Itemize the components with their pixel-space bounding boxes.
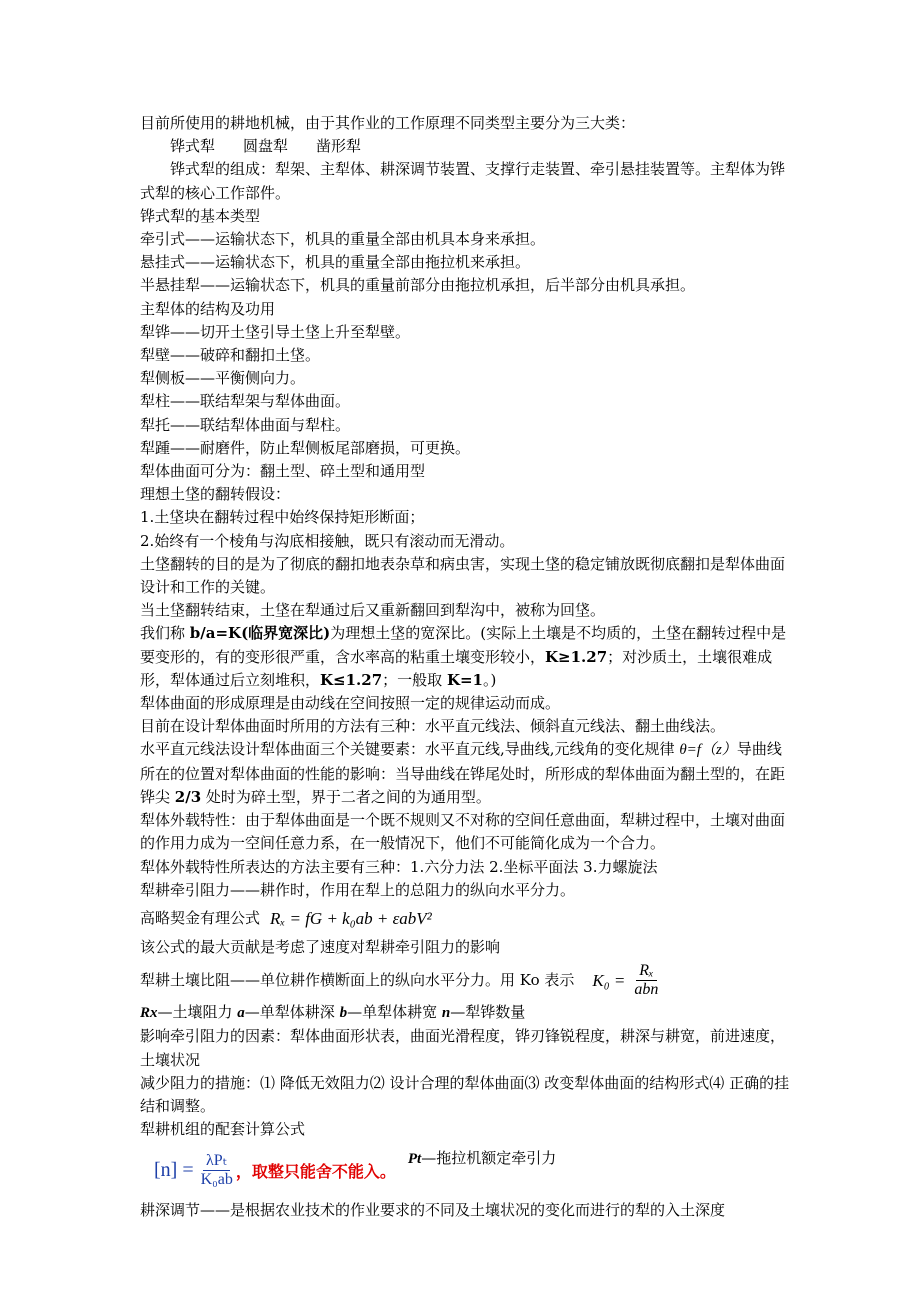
paragraph: 犁耕牵引阻力——耕作时，作用在犁上的总阻力的纵向水平分力。 (140, 880, 576, 899)
symbol: b (339, 1005, 348, 1022)
paragraph: 悬挂式——运输状态下，机具的重量全部由拖拉机来承担。 (140, 253, 531, 272)
formula-text: θ=f（z） (679, 742, 737, 759)
resistance-formula: Rₓ = fG + k₀ab + εabV² (270, 909, 432, 929)
text: 高略契金有理公式 (140, 909, 261, 928)
symbol: Pt (407, 1151, 422, 1168)
formula-lhs: K₀ = (592, 970, 626, 990)
paragraph: 犁体外载特性：由于犁体曲面是一个既不规则又不对称的空间任意曲面，犁耕过程中，土壤对曲面的作用力成为一空间任意力系，在一般情况下，他们不可能简化成为一个合力。 (140, 811, 786, 853)
fraction-numerator: Rₓ (636, 962, 656, 981)
paragraph: 牵引式——运输状态下，机具的重量全部由机具本身来承担。 (140, 230, 546, 249)
plow-type: 凿形犁 (316, 137, 362, 156)
paragraph (140, 622, 790, 692)
fraction-denominator: abn (634, 980, 659, 998)
paragraph: 当土垡翻转结束，土垡在犁通过后又重新翻回到犁沟中，被称为回垡。 (140, 601, 606, 620)
text: —土壤阻力 (157, 1003, 238, 1022)
paragraph: 铧式犁的组成：犁架、主犁体、耕深调节装置、支撑行走装置、牵引悬挂装置等。主犁体为铧式犁的核心工作部件。 (140, 160, 786, 202)
paragraph: 目前所使用的耕地机械，由于其作业的工作原理不同类型主要分为三大类： (140, 114, 636, 132)
paragraph: 半悬挂犁——运输状态下，机具的重量前部分由拖拉机承担，后半部分由机具承担。 (140, 276, 696, 295)
symbol: Rx (140, 1005, 158, 1022)
paragraph: 2.始终有一个棱角与沟底相接触，既只有滚动而无滑动。 (140, 531, 515, 550)
paragraph: 犁侧板——平衡侧向力。 (140, 369, 306, 388)
text: 我们称 (140, 624, 190, 643)
paragraph: 土垡翻转的目的是为了彻底的翻扣地表杂草和病虫害，实现土垡的稳定铺放既彻底翻扣是犁体曲面设计和工作的关键。 (140, 554, 786, 597)
plow-types-line (140, 135, 790, 158)
paragraph: 影响牵引阻力的因素：犁体曲面形状表，曲面光滑程度，铧刃锋锐程度，耕深与耕宽，前进速度，土壤状况 (140, 1027, 786, 1069)
paragraph: 1.土垡块在翻转过程中始终保持矩形断面； (140, 508, 425, 527)
paragraph (140, 738, 790, 809)
text: 。) (482, 670, 497, 689)
paragraph: 目前在设计犁体曲面时所用的方法有三种：水平直元线法、倾斜直元线法、翻土曲线法。 (140, 717, 726, 736)
text: —拖拉机额定牵引力 (421, 1149, 557, 1168)
paragraph: 犁体外载特性所表达的方法主要有三种：1.六分力法 2.坐标平面法 3.力螺旋法 (140, 857, 658, 876)
paragraph: 该公式的最大贡献是考虑了速度对犁耕牵引阻力的影响 (140, 937, 501, 956)
paragraph: 犁体曲面可分为：翻土型、碎土型和通用型 (140, 462, 426, 481)
heading: 主犁体的结构及功用 (140, 299, 276, 318)
paragraph: 犁耕机组的配套计算公式 (140, 1120, 306, 1139)
text: 犁耕土壤比阻——单位耕作横断面上的纵向水平分力。用 Ko 表示 (140, 970, 575, 989)
paragraph: 犁踵——耐磨件，防止犁侧板尾部磨损，可更换。 (140, 438, 471, 457)
document-body (140, 112, 790, 1223)
bold-text: b/a=K(临界宽深比) (189, 624, 331, 643)
formula-lhs: [n] = (154, 1158, 194, 1181)
fraction-numerator: λPₜ (203, 1152, 230, 1171)
plow-type: 铧式犁 (170, 137, 216, 156)
legend-line (140, 1001, 790, 1025)
text: ；对沙质土，土壤很难成形，犁体通过后立刻堆积， (140, 647, 773, 689)
fraction-denominator: K₀ab (200, 1170, 233, 1188)
bold-text: K≤1.27 (320, 670, 383, 689)
ko-fraction (631, 962, 661, 999)
text: 导曲线所在的位置对犁体曲面的性能的影响：当导曲线在铧尾处时，所形成的犁体曲面为翻土型的，在距铧尖 (140, 740, 786, 806)
text: 为理想土垡的宽深比。(实际上土壤是不均质的，土垡在翻转过程中是要变形的，有的变形很严重，含水率高的粘重土壤变形较小， (140, 624, 787, 666)
plow-type: 圆盘犁 (243, 137, 289, 156)
paragraph: 犁托——联结犁体曲面与犁柱。 (140, 415, 351, 434)
text: —单犁体耕宽 (347, 1003, 442, 1022)
text: —犁铧数量 (450, 1003, 526, 1022)
formula-line (140, 902, 790, 936)
paragraph: 减少阻力的措施：⑴ 降低无效阻力⑵ 设计合理的犁体曲面⑶ 改变犁体曲面的结构形式⑷ 正确的挂结和调整。 (140, 1073, 790, 1115)
paragraph: 犁壁——破碎和翻扣土垡。 (140, 346, 321, 365)
paragraph: 犁铧——切开土垡引导土垡上升至犁壁。 (140, 322, 411, 341)
formula-line (140, 959, 790, 1001)
paragraph: 耕深调节——是根据农业技术的作业要求的不同及土壤状况的变化而进行的犁的入土深度 (140, 1201, 726, 1220)
text: ；一般取 (382, 670, 447, 689)
symbol: n (441, 1005, 451, 1022)
symbol: a (237, 1005, 245, 1022)
bold-text: K≥1.27 (545, 647, 608, 666)
text: —单犁体耕深 (244, 1003, 340, 1022)
text: 水平直元线法设计犁体曲面三个关键要素：水平直元线,导曲线,元线角的变化规律 (140, 740, 680, 759)
matching-formula-row (140, 1141, 790, 1199)
text: 处时为碎土型，界于二者之间的为通用型。 (201, 787, 491, 806)
heading: 理想土垡的翻转假设： (140, 485, 291, 504)
rounding-note: ，取整只能舍不能入。 (235, 1161, 396, 1181)
bold-text: K=1 (446, 670, 483, 689)
paragraph: 犁体曲面的形成原理是由动线在空间按照一定的规律运动而成。 (140, 694, 561, 713)
bold-text: 2/3 (174, 787, 202, 806)
heading: 铧式犁的基本类型 (140, 206, 261, 225)
matching-fraction (198, 1152, 236, 1189)
paragraph: 犁柱——联结犁架与犁体曲面。 (140, 392, 351, 411)
